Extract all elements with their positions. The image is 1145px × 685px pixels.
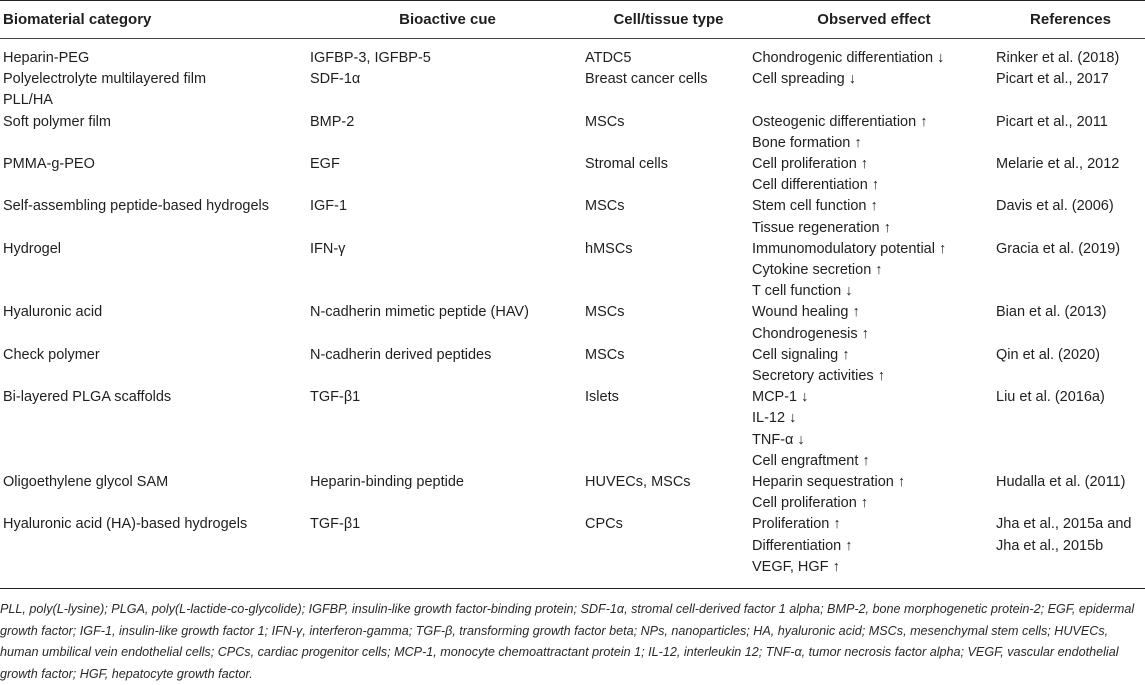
cell-biomaterial-category-line: Hydrogel — [3, 240, 62, 257]
cell-observed-effect-line: Tissue regeneration ↑ — [752, 219, 891, 236]
table-footnote: PLL, poly(L-lysine); PLGA, poly(L-lactide-co-glycolide); IGFBP, insulin-like growth factor-binding protein; SDF-1α, stromal cell-derived factor 1 alpha; BMP-2, bone morphogenetic protein-2; EGF, epidermal growth factor; IGF-1, insulin-like growth factor 1; IFN-γ, interferon-gamma; TGF-β, transforming growth factor beta; NPs, nanoparticles; HA, hyaluronic acid; MSCs, mesenchymal stem cells; HUVECs, human umbilical vein endothelial cells; CPCs, cardiac progenitor cells; MCP-1, monocyte chemoattractant protein 1; IL-12, interleukin 12; TNF-α, tumor necrosis factor alpha; VEGF, vascular endothelial growth factor; HGF, hepatocyte growth factor. — [0, 602, 1135, 681]
cell-biomaterial-category — [0, 345, 310, 387]
cell-observed-effect-line: Heparin sequestration ↑ — [752, 474, 906, 491]
cell-references-line: Jha et al., 2015a and — [996, 516, 1132, 533]
cell-references — [996, 196, 1145, 238]
cell-tissue-type-line: Breast cancer cells — [585, 71, 708, 88]
cell-references-line: Bian et al. (2013) — [996, 304, 1107, 321]
cell-bioactive-cue-line: N-cadherin mimetic peptide (HAV) — [310, 304, 529, 321]
cell-observed-effect-line: Osteogenic differentiation ↑ — [752, 113, 928, 130]
cell-observed-effect-line: Bone formation ↑ — [752, 134, 862, 151]
cell-bioactive-cue-line: EGF — [310, 156, 340, 173]
cell-bioactive-cue-line: TGF-β1 — [310, 516, 361, 533]
table-row — [0, 154, 1145, 196]
cell-tissue-type-line: hMSCs — [585, 240, 633, 257]
cell-observed-effect-line: IL-12 ↓ — [752, 410, 797, 427]
cell-biomaterial-category-line: Hyaluronic acid — [3, 304, 103, 321]
cell-references-line: Rinker et al. (2018) — [996, 50, 1120, 66]
cell-bioactive-cue — [310, 472, 585, 514]
table-row — [0, 472, 1145, 514]
cell-observed-effect — [752, 239, 996, 303]
cell-bioactive-cue-line: IFN-γ — [310, 240, 346, 257]
cell-observed-effect-line: Cell proliferation ↑ — [752, 495, 869, 512]
cell-bioactive-cue — [310, 387, 585, 472]
cell-biomaterial-category — [0, 472, 310, 514]
cell-observed-effect — [752, 69, 996, 111]
table-row — [0, 514, 1145, 578]
cell-references-line: Hudalla et al. (2011) — [996, 474, 1126, 491]
cell-bioactive-cue — [310, 69, 585, 111]
table-row — [0, 387, 1145, 472]
cell-tissue-type-line: MSCs — [585, 346, 625, 363]
cell-references — [996, 239, 1145, 303]
cell-observed-effect — [752, 345, 996, 387]
table-row — [0, 345, 1145, 387]
cell-observed-effect — [752, 302, 996, 344]
cell-observed-effect-line: T cell function ↓ — [752, 283, 853, 300]
cell-observed-effect-line: Cell engraftment ↑ — [752, 452, 870, 469]
cell-bioactive-cue-line: IGFBP-3, IGFBP-5 — [310, 50, 431, 66]
cell-references-line: Davis et al. (2006) — [996, 198, 1114, 215]
cell-observed-effect-line: Wound healing ↑ — [752, 304, 860, 321]
cell-observed-effect-line: Chondrogenesis ↑ — [752, 325, 869, 342]
cell-biomaterial-category — [0, 239, 310, 303]
cell-tissue-type-line: CPCs — [585, 516, 623, 533]
header-bioactive-cue: Bioactive cue — [399, 10, 496, 28]
cell-observed-effect-line: Chondrogenic differentiation ↓ — [752, 50, 945, 66]
cell-bioactive-cue — [310, 38, 585, 69]
cell-observed-effect — [752, 514, 996, 578]
cell-bioactive-cue — [310, 112, 585, 154]
cell-observed-effect-line: Cell differentiation ↑ — [752, 177, 880, 194]
cell-biomaterial-category-line: Self-assembling peptide-based hydrogels — [3, 198, 269, 215]
cell-bioactive-cue-line: IGF-1 — [310, 198, 348, 215]
cell-observed-effect — [752, 154, 996, 196]
cell-tissue-type-line: MSCs — [585, 198, 625, 215]
cell-tissue-type — [585, 38, 752, 69]
header-cell-tissue-type: Cell/tissue type — [613, 10, 724, 28]
cell-bioactive-cue — [310, 302, 585, 344]
cell-tissue-type-line: Stromal cells — [585, 156, 668, 173]
cell-biomaterial-category-line: Check polymer — [3, 346, 100, 363]
cell-biomaterial-category — [0, 196, 310, 238]
cell-observed-effect — [752, 387, 996, 472]
cell-tissue-type — [585, 154, 752, 196]
cell-biomaterial-category — [0, 302, 310, 344]
cell-bioactive-cue — [310, 196, 585, 238]
cell-references — [996, 69, 1145, 111]
table-row — [0, 38, 1145, 69]
header-row — [0, 0, 1145, 38]
cell-references — [996, 472, 1145, 514]
cell-observed-effect-line: Proliferation ↑ — [752, 516, 841, 533]
cell-biomaterial-category-line: Oligoethylene glycol SAM — [3, 474, 169, 491]
cell-references — [996, 302, 1145, 344]
cell-biomaterial-category — [0, 38, 310, 69]
cell-biomaterial-category — [0, 387, 310, 472]
cell-tissue-type — [585, 196, 752, 238]
cell-biomaterial-category-line: PLL/HA — [3, 92, 53, 109]
cell-references — [996, 514, 1145, 578]
cell-observed-effect-line: Cell signaling ↑ — [752, 346, 850, 363]
cell-observed-effect-line: VEGF, HGF ↑ — [752, 558, 840, 575]
cell-tissue-type-line: ATDC5 — [585, 50, 632, 66]
cell-biomaterial-category-line: Polyelectrolyte multilayered film — [3, 71, 207, 88]
cell-tissue-type — [585, 239, 752, 303]
cell-tissue-type-line: Islets — [585, 389, 619, 406]
cell-observed-effect-line: Secretory activities ↑ — [752, 368, 885, 385]
cell-references-line: Gracia et al. (2019) — [996, 240, 1121, 257]
cell-references-line: Liu et al. (2016a) — [996, 389, 1105, 406]
table-row — [0, 239, 1145, 303]
cell-bioactive-cue — [310, 154, 585, 196]
cell-references-line: Melarie et al., 2012 — [996, 156, 1120, 173]
cell-observed-effect-line: Cell proliferation ↑ — [752, 156, 869, 173]
cell-biomaterial-category — [0, 112, 310, 154]
cell-tissue-type-line: MSCs — [585, 304, 625, 321]
cell-observed-effect-line: Immunomodulatory potential ↑ — [752, 240, 947, 257]
cell-references — [996, 345, 1145, 387]
table-row — [0, 112, 1145, 154]
cell-biomaterial-category-line: Bi-layered PLGA scaffolds — [3, 389, 172, 406]
cell-observed-effect-line: MCP-1 ↓ — [752, 389, 809, 406]
cell-observed-effect-line: Stem cell function ↑ — [752, 198, 878, 215]
cell-biomaterial-category — [0, 514, 310, 578]
cell-tissue-type — [585, 472, 752, 514]
cell-references — [996, 112, 1145, 154]
cell-observed-effect-line: TNF-α ↓ — [752, 431, 805, 448]
cell-tissue-type — [585, 112, 752, 154]
cell-tissue-type — [585, 302, 752, 344]
table-row — [0, 69, 1145, 111]
cell-observed-effect-line: Cell spreading ↓ — [752, 71, 856, 88]
cell-references-line: Picart et al., 2011 — [996, 113, 1108, 130]
cell-observed-effect — [752, 472, 996, 514]
cell-references — [996, 387, 1145, 472]
cell-bioactive-cue-line: N-cadherin derived peptides — [310, 346, 492, 363]
cell-observed-effect — [752, 112, 996, 154]
table-row — [0, 302, 1145, 344]
cell-observed-effect — [752, 196, 996, 238]
cell-bioactive-cue-line: Heparin-binding peptide — [310, 474, 464, 491]
cell-tissue-type — [585, 387, 752, 472]
header-observed-effect: Observed effect — [817, 10, 931, 28]
cell-biomaterial-category — [0, 154, 310, 196]
cell-bioactive-cue — [310, 514, 585, 578]
cell-bioactive-cue-line: TGF-β1 — [310, 389, 361, 406]
cell-biomaterial-category-line: PMMA-g-PEO — [3, 156, 95, 173]
header-biomaterial-category: Biomaterial category — [3, 10, 152, 28]
cell-references — [996, 38, 1145, 69]
cell-observed-effect-line: Differentiation ↑ — [752, 537, 853, 554]
cell-bioactive-cue-line: BMP-2 — [310, 113, 355, 130]
cell-bioactive-cue-line: SDF-1α — [310, 71, 361, 88]
cell-tissue-type — [585, 514, 752, 578]
cell-observed-effect-line: Cytokine secretion ↑ — [752, 262, 883, 279]
bottom-rule — [0, 588, 1145, 589]
cell-biomaterial-category-line: Heparin-PEG — [3, 50, 90, 66]
cell-references-line: Jha et al., 2015b — [996, 537, 1104, 554]
cell-biomaterial-category-line: Soft polymer film — [3, 113, 111, 130]
cell-observed-effect — [752, 38, 996, 69]
cell-tissue-type — [585, 69, 752, 111]
cell-tissue-type-line: MSCs — [585, 113, 625, 130]
table-row — [0, 196, 1145, 238]
cell-references-line: Qin et al. (2020) — [996, 346, 1100, 363]
header-references: References — [1030, 10, 1111, 28]
cell-bioactive-cue — [310, 239, 585, 303]
cell-tissue-type — [585, 345, 752, 387]
table-body — [0, 38, 1145, 578]
cell-bioactive-cue — [310, 345, 585, 387]
cell-references-line: Picart et al., 2017 — [996, 71, 1109, 88]
cell-references — [996, 154, 1145, 196]
cell-biomaterial-category-line: Hyaluronic acid (HA)-based hydrogels — [3, 516, 248, 533]
cell-tissue-type-line: HUVECs, MSCs — [585, 474, 691, 491]
cell-biomaterial-category — [0, 69, 310, 111]
